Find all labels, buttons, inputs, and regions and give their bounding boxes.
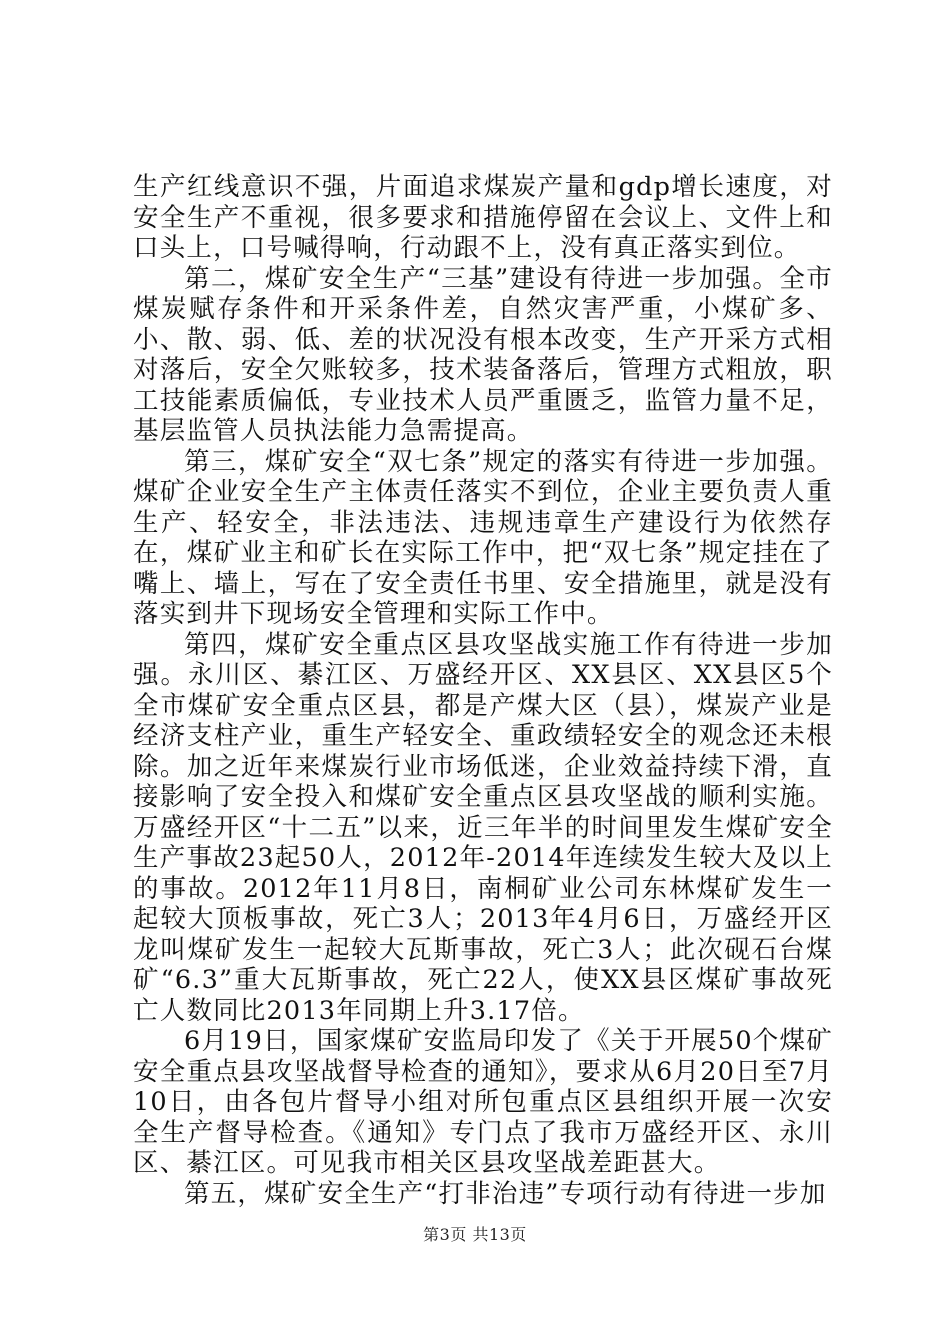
paragraph-second-point: 第二，煤矿安全生产“三基”建设有待进一步加强。全市煤炭赋存条件和开采条件差，自然灾害严重，小煤矿多、小、散、弱、低、差的状况没有根本改变，生产开采方式相对落后，安全欠账较多，技术装备落后，管理方式粗放，职工技能素质偏低，专业技术人员严重匮乏，监管力量不足，基层监管人员执法能力急需提高。 <box>133 263 833 446</box>
paragraph-continuation: 生产红线意识不强，片面追求煤炭产量和gdp增长速度，对安全生产不重视，很多要求和措施停留在会议上、文件上和口头上，口号喊得响，行动跟不上，没有真正落实到位。 <box>133 172 833 263</box>
paragraph-fourth-point: 第四，煤矿安全重点区县攻坚战实施工作有待进一步加强。永川区、綦江区、万盛经开区、XX县区、XX县区5个全市煤矿安全重点区县，都是产煤大区（县），煤炭产业是经济支柱产业，重生产轻安全、重政绩轻安全的观念还未根除。加之近年来煤炭行业市场低迷，企业效益持续下滑，直接影响了安全投入和煤矿安全重点区县攻坚战的顺利实施。万盛经开区“十二五”以来，近三年半的时间里发生煤矿安全生产事故23起50人，2012年-2014年连续发生较大及以上的事故。2012年11月8日，南桐矿业公司东林煤矿发生一起较大顶板事故，死亡3人；2013年4月6日，万盛经开区龙叫煤矿发生一起较大瓦斯事故，死亡3人；此次砚石台煤矿“6.3”重大瓦斯事故，死亡22人，使XX县区煤矿事故死亡人数同比2013年同期上升3.17倍。 <box>133 629 833 1026</box>
paragraph-fifth-point: 第五，煤矿安全生产“打非治违”专项行动有待进一步加 <box>184 1178 827 1209</box>
paragraph-third-point: 第三，煤矿安全“双七条”规定的落实有待进一步加强。煤矿企业安全生产主体责任落实不到位，企业主要负责人重生产、轻安全，非法违法、违规违章生产建设行为依然存在，煤矿业主和矿长在实际工作中，把“双七条”规定挂在了嘴上、墙上，写在了安全责任书里、安全措施里，就是没有落实到井下现场安全管理和实际工作中。 <box>133 446 833 629</box>
document-body <box>133 172 833 1209</box>
page-number-footer: 第3页 共13页 <box>423 1225 527 1244</box>
paragraph-notice: 6月19日，国家煤矿安监局印发了《关于开展50个煤矿安全重点县攻坚战督导检查的通知》，要求从6月20日至7月10日，由各包片督导小组对所包重点区县组织开展一次安全生产督导检查。《通知》专门点了我市万盛经开区、永川区、綦江区。可见我市相关区县攻坚战差距甚大。 <box>133 1026 833 1178</box>
